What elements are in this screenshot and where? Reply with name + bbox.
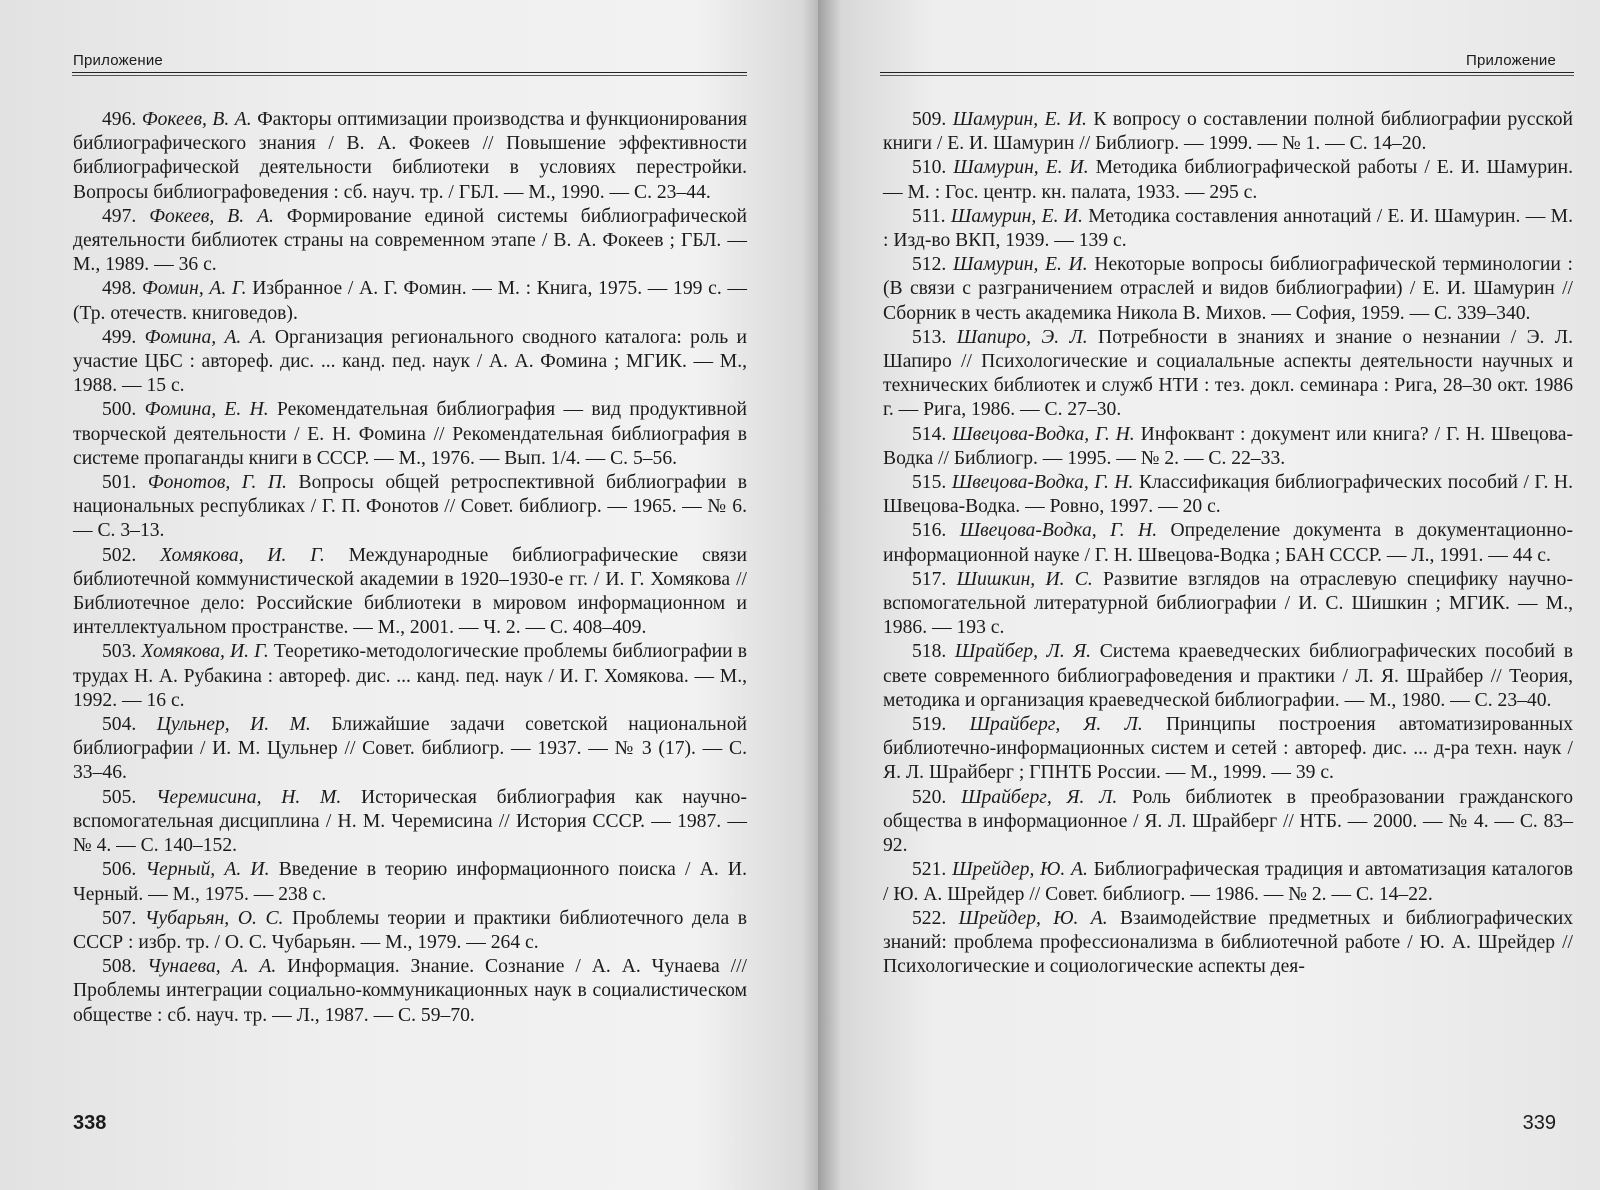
entry-text: Формирование единой системы библиографической деятельности библиотек страны на современном этапе / В. А. Фокеев ; ГБЛ. — М., 1989. — 36 с.: [73, 205, 747, 276]
bibliography-entry: [73, 955, 747, 1028]
entry-number: 498.: [102, 278, 137, 300]
entry-number: 515.: [912, 472, 947, 494]
running-head: Приложение: [73, 52, 163, 69]
entry-text: Теоретико-методологические проблемы библиографии в трудах Н. А. Рубакина : автореф. дис. ... канд. пед. наук / И. Г. Хомякова. — М., 1992. — 16 с.: [73, 641, 747, 711]
entry-text: Роль библиотек в преобразовании гражданского общества в информационное / Я. Л. Шрайберг // НТБ. — 2000. — № 4. — С. 83–92.: [883, 786, 1573, 857]
entry-author: Шишкин, И. С.: [956, 568, 1093, 590]
entry-number: 496.: [102, 109, 137, 130]
entry-number: 508.: [102, 956, 137, 978]
entry-number: 499.: [102, 326, 137, 348]
entry-author: Шрейдер, Ю. А.: [958, 907, 1108, 929]
entry-number: 516.: [912, 520, 947, 542]
bibliography-entry: [73, 326, 747, 399]
bibliography-entry: [73, 786, 747, 859]
bibliography-entry: [73, 907, 747, 955]
page-number: 338: [73, 1112, 107, 1134]
bibliography-entry: [883, 205, 1573, 253]
right-page: [818, 0, 1600, 1190]
entry-author: Шрейдер, Ю. А.: [952, 859, 1088, 881]
entry-text: Потребности в знаниях и знание о незнании / Э. Л. Шапиро // Психологические и социалальные аспекты деятельности научных и технических библиотек и служб НТИ : тез. докл. семинара : Рига, 28–30 окт. 1986 г. — Рига, 1986. — С. 27–30.: [883, 326, 1573, 421]
entry-text: Развитие взглядов на отраслевую специфику научно-вспомогательной литературной библиографии / И. С. Шишкин ; МГИК. — М., 1986. — 193 с.: [883, 568, 1573, 639]
bibliography-entry: [73, 277, 747, 325]
bibliography-list: [73, 108, 747, 1028]
entry-text: Некоторые вопросы библиографической терминологии : (В связи с разграничением отраслей и видов библиографии) / Е. И. Шамурин // Сборник в честь академика Никола В. Михов. — София, 1959. — С. 339–340.: [883, 254, 1573, 324]
entry-number: 504.: [102, 714, 137, 736]
header-rule-thin: [880, 75, 1574, 76]
entry-text: Инфоквант : документ или книга? / Г. Н. Швецова-Водка // Библиогр. — 1995. — № 2. — С. 22–33.: [883, 423, 1574, 469]
entry-author: Шрайберг, Я. Л.: [961, 786, 1118, 808]
entry-text: Система краеведческих библиографических пособий в свете современного библиографоведения и практики / Л. Я. Шрайбер // Теория, методика и организация краеведческой библиографии. — М., 1980. — С. 23–40.: [883, 641, 1573, 711]
entry-number: 506.: [102, 859, 137, 881]
entry-number: 521.: [912, 859, 947, 881]
entry-text: Рекомендательная библиография — вид продуктивной творческой деятельности / Е. Н. Фомина // Рекомендательная библиография в системе пропаганды книги в СССР. — М., 1976. — Вып. 1/4. — С. 5–56.: [73, 399, 747, 469]
entry-number: 510.: [912, 157, 947, 179]
entry-author: Швецова-Водка, Г. Н.: [952, 423, 1135, 445]
entry-text: Классификация библиографических пособий / Г. Н. Швецова-Водка. — Ровно, 1997. — 20 с.: [883, 472, 1573, 518]
entry-text: Организация регионального сводного каталога: роль и участие ЦБС : автореф. дис. ... канд. пед. наук / А. А. Фомина ; МГИК. — М., 1988. — 15 с.: [73, 326, 748, 397]
entry-number: 503.: [102, 641, 137, 663]
entry-number: 501.: [102, 472, 137, 494]
entry-author: Шапиро, Э. Л.: [956, 326, 1088, 348]
entry-text: Историческая библиография как научно-вспомогательная дисциплина / Н. М. Черемисина // История СССР. — 1987. — № 4. — С. 140–152.: [73, 786, 748, 857]
bibliography-entry: [883, 858, 1573, 906]
entry-author: Шрайберг, Я. Л.: [969, 714, 1143, 736]
entry-text: Библиографическая традиция и автоматизация каталогов / Ю. А. Шрейдер // Совет. библиогр. — 1986. — № 2. — С. 14–22.: [883, 859, 1574, 905]
entry-number: 505.: [102, 786, 137, 808]
bibliography-entry: [883, 786, 1573, 859]
entry-text: Факторы оптимизации производства и функционирования библиографического знания / В. А. Фокеев // Повышение эффективности библиографической деятельности библиотеки в условиях перестройки. Вопросы библиографоведения : сб. науч. тр. / ГБЛ. — М., 1990. — С. 23–44.: [73, 109, 747, 203]
entry-text: Введение в теорию информационного поиска / А. И. Черный. — М., 1975. — 238 с.: [73, 859, 747, 905]
entry-author: Шамурин, Е. И.: [950, 205, 1083, 227]
entry-text: Методика составления аннотаций / Е. И. Шамурин. — М. : Изд-во ВКП, 1939. — 139 с.: [883, 205, 1573, 252]
entry-author: Цульнер, И. М.: [156, 714, 311, 736]
entry-text: Проблемы теории и практики библиотечного дела в СССР : избр. тр. / О. С. Чубарьян. — М., 1979. — 264 с.: [73, 907, 748, 953]
bibliography-entry: [883, 907, 1573, 980]
bibliography-entry: [883, 471, 1573, 519]
header-rule-thin: [72, 75, 747, 76]
entry-number: 507.: [102, 907, 137, 929]
entry-author: Шамурин, Е. И.: [953, 157, 1089, 179]
entry-author: Шамурин, Е. И.: [952, 254, 1088, 276]
entry-text: Методика библиографической работы / Е. И. Шамурин. — М. : Гос. центр. кн. палата, 1933. — 295 с.: [883, 157, 1573, 203]
bibliography-entry: [883, 156, 1573, 204]
entry-author: Фокеев, В. А.: [149, 205, 274, 227]
entry-text: Вопросы общей ретроспективной библиографии в национальных республиках / Г. П. Фонотов // Совет. библиогр. — 1965. — № 6. — С. 3–13.: [73, 472, 747, 542]
entry-number: 520.: [912, 786, 947, 808]
entry-number: 509.: [912, 109, 947, 130]
entry-number: 502.: [102, 544, 137, 566]
entry-text: Определение документа в документационно-информационной науке / Г. Н. Швецова-Водка ; БАН СССР. — Л., 1991. — 44 с.: [883, 520, 1573, 566]
bibliography-entry: [73, 640, 747, 713]
entry-author: Фокеев, В. А.: [141, 109, 252, 130]
entry-number: 514.: [912, 423, 947, 445]
running-head: Приложение: [1466, 52, 1556, 69]
bibliography-entry: [883, 713, 1573, 786]
header-rule: [880, 72, 1574, 73]
header-rule: [72, 72, 747, 73]
entry-text: Международные библиографические связи библиотечной коммунистической академии в 1920–1930-е гг. / И. Г. Хомякова // Библиотечное дело: Российские библиотеки в мировом информационном и интеллектуальном пространстве. — М., 2001. — Ч. 2. — С. 408–409.: [73, 544, 747, 639]
bibliography-entry: [883, 568, 1573, 641]
bibliography-entry: [73, 398, 747, 471]
bibliography-entry: [73, 471, 747, 544]
bibliography-entry: [73, 858, 747, 906]
entry-author: Фонотов, Г. П.: [147, 472, 287, 494]
entry-author: Хомякова, И. Г.: [160, 544, 325, 566]
bibliography-entry: [883, 326, 1573, 423]
page-number: 339: [1522, 1112, 1556, 1134]
entry-number: 497.: [102, 205, 137, 227]
bibliography-entry: [883, 253, 1573, 326]
bibliography-entry: [883, 423, 1573, 471]
bibliography-entry: [73, 544, 747, 641]
bibliography-entry: [73, 108, 747, 205]
entry-text: Избранное / А. Г. Фомин. — М. : Книга, 1975. — 199 с. — (Тр. отечеств. книговедов).: [73, 278, 747, 324]
entry-number: 500.: [102, 399, 137, 421]
entry-number: 512.: [912, 254, 947, 276]
entry-text: Информация. Знание. Сознание / А. А. Чунаева /// Проблемы интеграции социально-коммуникационных наук в социалистическом обществе : сб. науч. тр. — Л., 1987. — С. 59–70.: [73, 956, 747, 1026]
entry-author: Шрайбер, Л. Я.: [954, 641, 1092, 663]
bibliography-entry: [883, 108, 1573, 156]
entry-author: Швецова-Водка, Г. Н.: [951, 472, 1134, 494]
entry-author: Чубарьян, О. С.: [144, 907, 284, 929]
bibliography-entry: [883, 519, 1573, 567]
entry-text: Ближайшие задачи советской национальной библиографии / И. М. Цульнер // Совет. библиогр. — 1937. — № 3 (17). — С. 33–46.: [73, 714, 747, 784]
bibliography-entry: [73, 713, 747, 786]
bibliography-entry: [73, 205, 747, 278]
entry-number: 513.: [912, 326, 947, 348]
entry-author: Фомина, А. А.: [144, 326, 267, 348]
entry-author: Черный, А. И.: [145, 859, 270, 881]
entry-author: Хомякова, И. Г.: [141, 641, 269, 663]
entry-text: Принципы построения автоматизированных библиотечно-информационных систем и сетей : автореф. дис. ... д-ра техн. наук / Я. Л. Шрайберг ; ГПНТБ России. — М., 1999. — 39 с.: [883, 714, 1573, 784]
entry-author: Чунаева, А. А.: [147, 956, 277, 978]
entry-number: 517.: [912, 568, 947, 590]
entry-author: Фомина, Е. Н.: [144, 399, 269, 421]
entry-number: 511.: [912, 205, 946, 227]
entry-number: 518.: [912, 641, 947, 663]
bibliography-entry: [883, 640, 1573, 713]
entry-author: Шамурин, Е. И.: [952, 109, 1087, 130]
entry-author: Швецова-Водка, Г. Н.: [959, 520, 1158, 542]
bibliography-list: [883, 108, 1573, 979]
entry-number: 519.: [912, 714, 947, 736]
entry-author: Черемисина, Н. М.: [156, 786, 342, 808]
entry-number: 522.: [912, 907, 947, 929]
entry-text: Взаимодействие предметных и библиографических знаний: проблема профессионализма в библиотечной работе / Ю. А. Шрейдер // Психологические и социологические аспекты дея-: [883, 907, 1573, 978]
entry-author: Фомин, А. Г.: [141, 278, 247, 300]
entry-text: К вопросу о составлении полной библиографии русской книги / Е. И. Шамурин // Библиогр. — 1999. — № 1. — С. 14–20.: [883, 109, 1574, 155]
